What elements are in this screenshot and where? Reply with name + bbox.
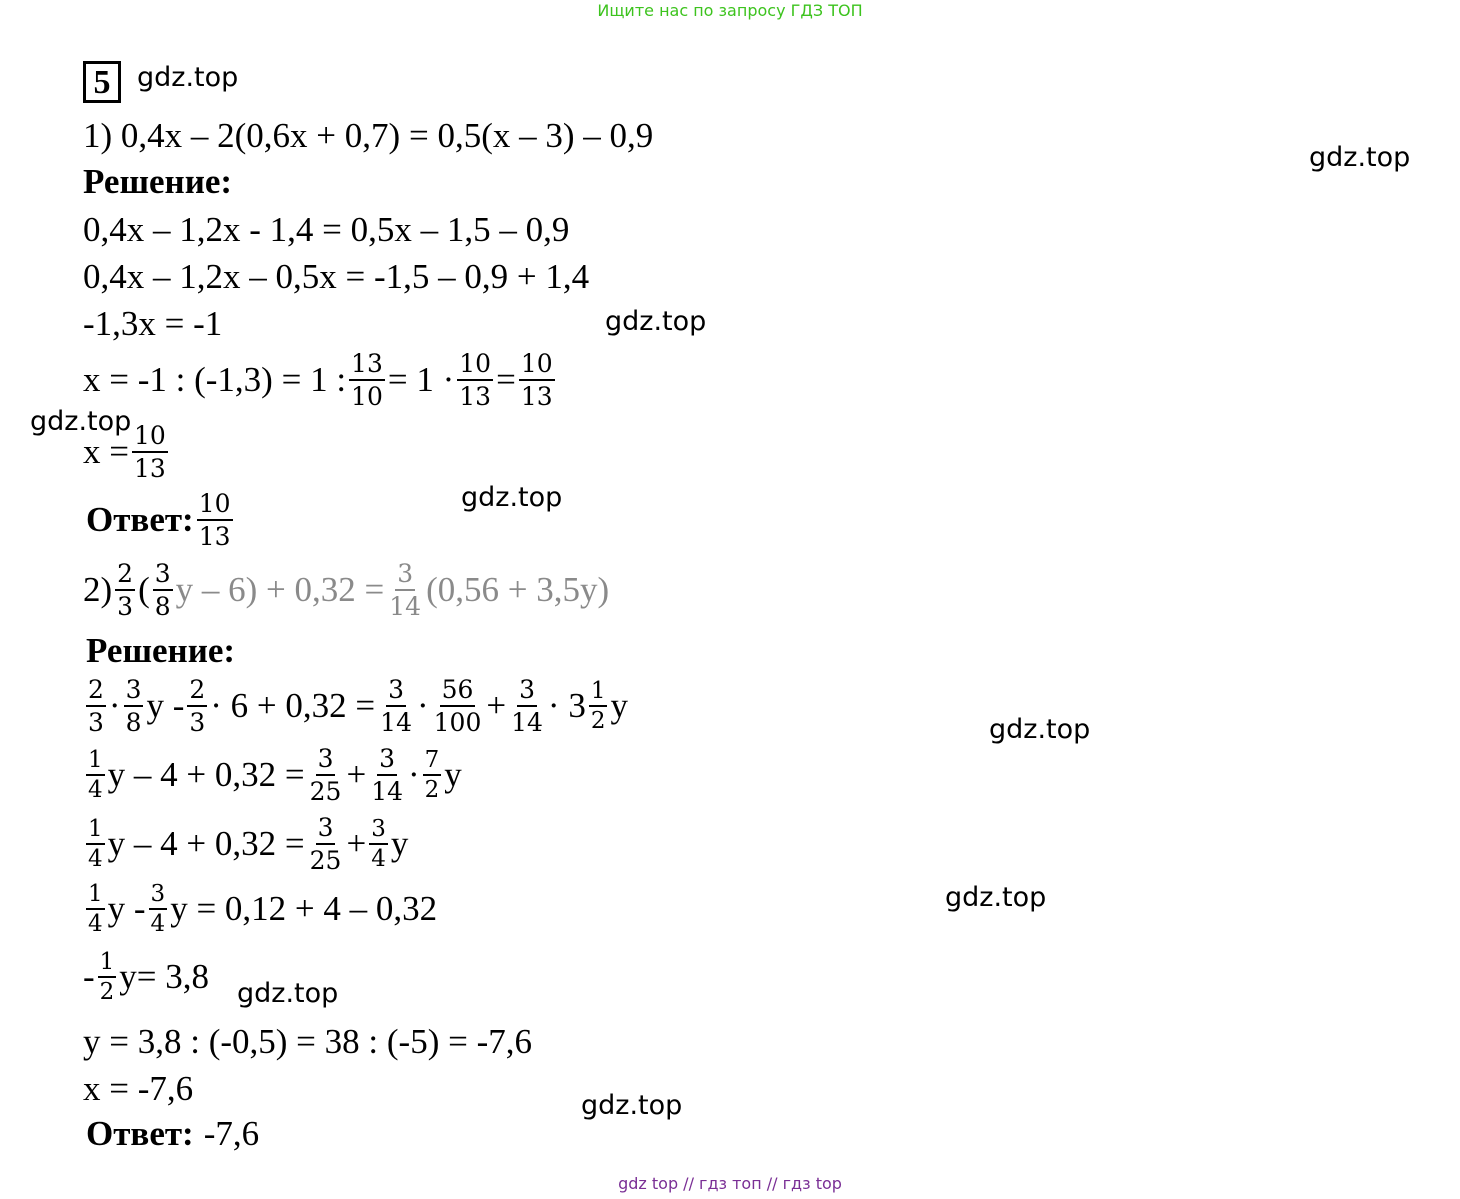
- answer-1: [86, 490, 236, 550]
- watermark-text: gdz.top: [30, 406, 132, 437]
- task-number-box: 5: [83, 61, 121, 103]
- watermark-text: gdz.top: [237, 978, 339, 1009]
- fraction: $\frac{1}{4}$: [88, 747, 103, 803]
- solution-step: 0,4x – 1,2x - 1,4 = 0,5x – 1,5 – 0,9: [83, 210, 570, 249]
- solution-step: $\frac{1}{4}$ y – 4 + 0,32 = $\frac{3}{25}$ + $\frac{3}{14}$ · $\frac{7}{2}$ y: [88, 744, 462, 806]
- fraction: $\frac{1}{2}$: [590, 678, 606, 734]
- answer-label: Ответ:: [86, 500, 194, 539]
- fraction: $\frac{3}{14}$: [389, 559, 422, 621]
- watermark-text: gdz.top: [989, 714, 1091, 745]
- answer-label: Ответ:: [86, 1114, 194, 1153]
- watermark-text: gdz.top: [137, 62, 239, 93]
- fraction: $\frac{56}{100}$: [433, 675, 482, 737]
- problem-1: 1) 0,4x – 2(0,6x + 0,7) = 0,5(x – 3) – 0,9: [83, 116, 654, 155]
- fraction: $\frac{3}{4}$: [150, 881, 166, 937]
- solution-step: $\frac{1}{4}$ y - $\frac{3}{4}$ y = 0,12 + 4 – 0,32: [88, 881, 438, 937]
- solution-step: -1,3x = -1: [83, 304, 223, 343]
- watermark-text: gdz.top: [945, 882, 1047, 913]
- fraction: $\frac{3}{8}$: [154, 559, 171, 621]
- fraction: $\frac{2}{3}$: [117, 559, 134, 621]
- fraction: $\frac{10}{13}$: [520, 349, 553, 411]
- fraction: $\frac{1}{4}$: [88, 816, 103, 872]
- watermark-text: gdz.top: [461, 482, 563, 513]
- fraction: $\frac{3}{14}$: [511, 675, 543, 737]
- solution-step: x = $\frac{10}{13}$: [83, 421, 166, 483]
- fraction: $\frac{2}{3}$: [189, 675, 206, 737]
- answer-2: [86, 1114, 259, 1154]
- answer-value: -7,6: [203, 1114, 260, 1153]
- fraction: $\frac{1}{2}$: [99, 949, 115, 1005]
- solution-label-1: Решение:: [83, 162, 233, 201]
- fraction: $\frac{3}{14}$: [371, 744, 403, 806]
- fraction: $\frac{13}{10}$: [351, 349, 383, 411]
- fraction: $\frac{2}{3}$: [88, 675, 104, 737]
- watermark-text: gdz.top: [581, 1090, 683, 1121]
- fraction: $\frac{10}{13}$: [459, 349, 492, 411]
- solution-label-2: Решение:: [86, 631, 236, 670]
- solution-step: x = -1 : (-1,3) = 1 : $\frac{13}{10}$ = 1 · $\frac{10}{13}$ = $\frac{10}{13}$: [83, 349, 553, 411]
- fraction: $\frac{3}{8}$: [125, 675, 142, 737]
- solution-step: $\frac{2}{3}$ · $\frac{3}{8}$ y - $\frac{2}{3}$ · 6 + 0,32 = $\frac{3}{14}$ · $\frac{56}{100}$ + $\frac{3}{14}$ · 3 $\frac{1}{2}$ y: [88, 675, 628, 737]
- footer-links: gdz top // гдз топ // гдз top: [618, 1174, 842, 1193]
- fraction: $\frac{3}{25}$: [309, 813, 342, 875]
- solution-step: $\frac{1}{4}$ y – 4 + 0,32 = $\frac{3}{25}$ + $\frac{3}{4}$ y: [88, 813, 409, 875]
- watermark-text: gdz.top: [605, 306, 707, 337]
- watermark-text: gdz.top: [1309, 142, 1411, 173]
- fraction: $\frac{3}{25}$: [309, 744, 342, 806]
- fraction: $\frac{7}{2}$: [424, 747, 440, 803]
- fraction: $\frac{1}{4}$: [88, 881, 103, 937]
- top-search-note: Ищите нас по запросу ГДЗ ТОП: [597, 1, 863, 20]
- solution-step: - $\frac{1}{2}$ y= 3,8: [83, 949, 210, 1005]
- fraction: $\frac{10}{13}$: [134, 421, 166, 483]
- solution-step: y = 3,8 : (-0,5) = 38 : (-5) = -7,6: [83, 1022, 533, 1061]
- fraction: $\frac{3}{14}$: [380, 675, 412, 737]
- fraction: $\frac{3}{4}$: [371, 816, 386, 872]
- solution-step: 0,4x – 1,2x – 0,5x = -1,5 – 0,9 + 1,4: [83, 257, 590, 296]
- solution-step: x = -7,6: [83, 1069, 194, 1108]
- answer-fraction: $\frac{10}{13}$: [198, 489, 231, 551]
- problem-2: 2) $\frac{2}{3}$ ( $\frac{3}{8}$ y – 6) + 0,32 = $\frac{3}{14}$ (0,56 + 3,5y): [83, 559, 610, 621]
